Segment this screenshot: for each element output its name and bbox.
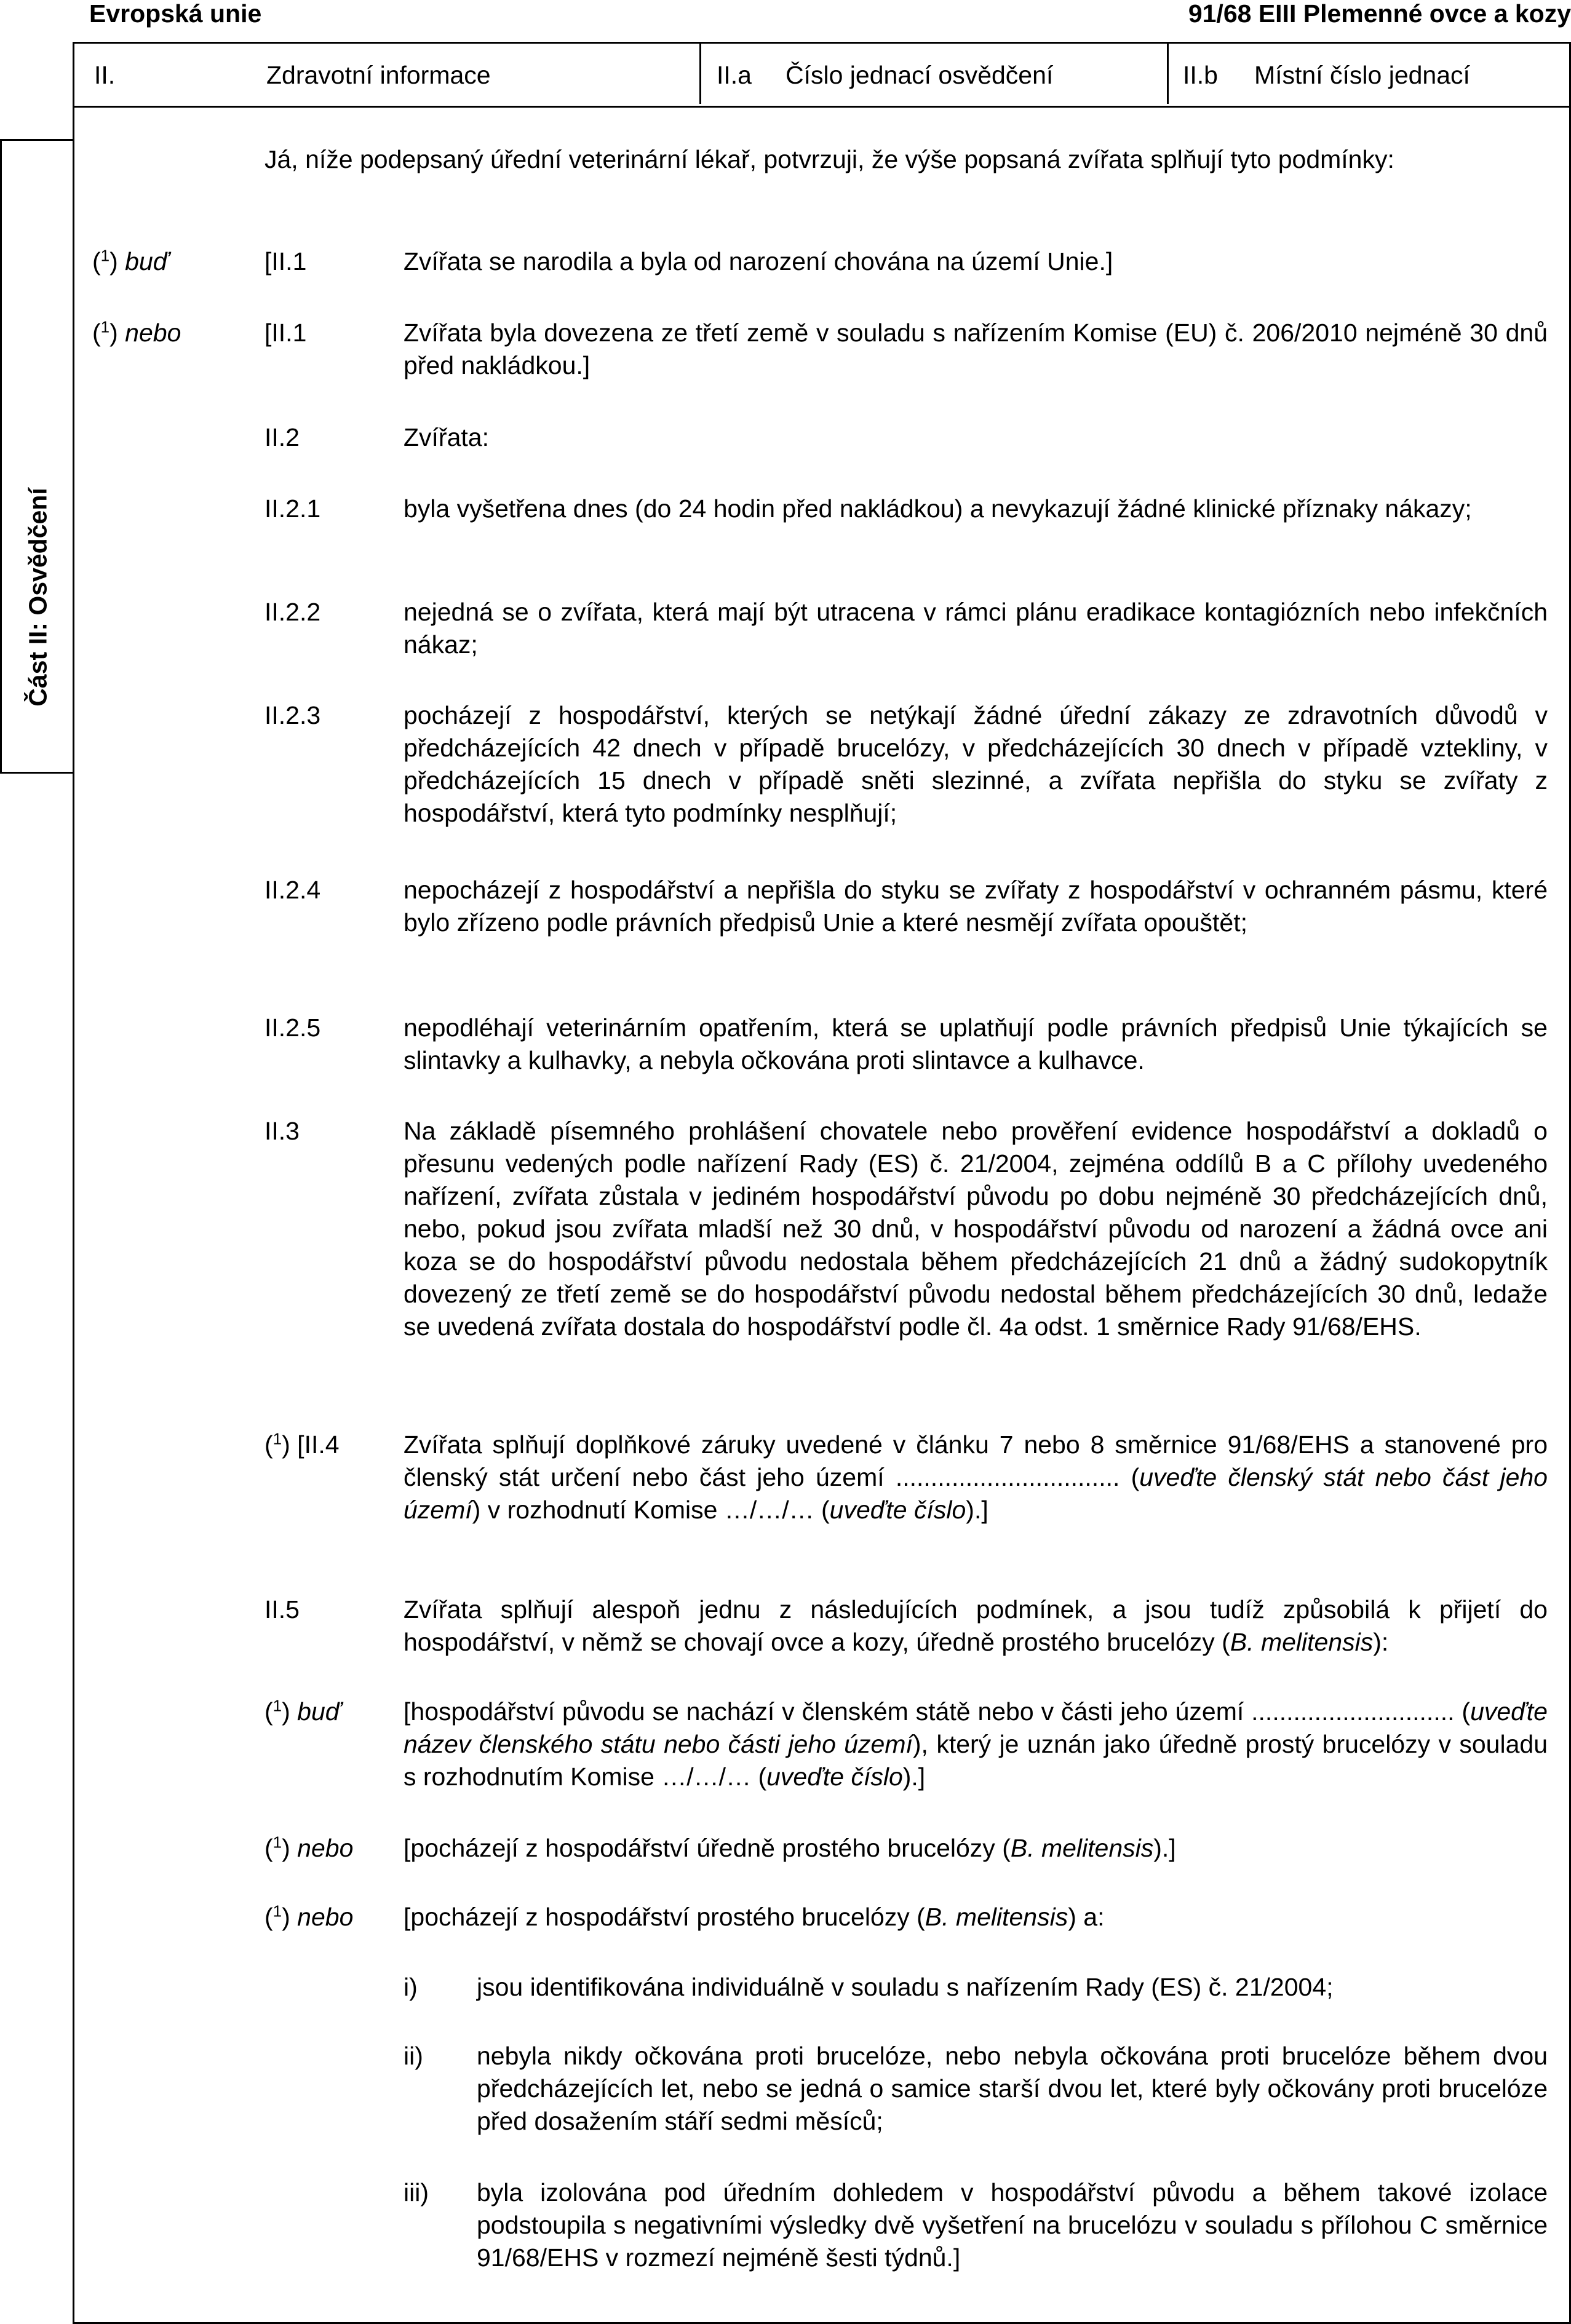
option-label: nebo (297, 1903, 354, 1931)
clause-code: [II.1 (264, 247, 307, 276)
clause-text: pocházejí z hospodářství, kterých se netýkají žádné úřední zákazy ze zdravotních důvodů v předcházejících 42 dnech v případě brucelózy, v předcházejících 30 dnech v případě vztekliny, v předcházejících 15 dnech v případě sněti slezinné, a zvířata nepřišla do styku se zvířaty z hospodářství, která tyto podmínky nesplňují; (404, 701, 1548, 827)
ref-code-a: II.a (717, 61, 752, 89)
clause-code: II.2.2 (264, 598, 321, 626)
clause-code: II.2.1 (264, 494, 321, 523)
clause-code: ii) (404, 2042, 423, 2070)
clause-text: jsou identifikována individuálně v souladu s nařízením Rady (ES) č. 21/2004; (477, 1973, 1334, 2001)
intro-text: Já, níže podepsaný úřední veterinární lékař, potvrzuji, že výše popsaná zvířata splňují tyto podmínky: (264, 145, 1394, 173)
clause-code: [II.1 (264, 319, 307, 347)
clause-text: Zvířata byla dovezena ze třetí země v souladu s nařízením Komise (EU) č. 206/2010 nejméně 30 dnů před nakládkou.] (404, 319, 1548, 379)
clause-text: byla izolována pod úředním dohledem v hospodářství původu a během takové izolace podstoupila s negativními výsledky dvě vyšetření na brucelózu v souladu s přílohou C směrnice 91/68/EHS v rozmezí nejméně šesti týdnů.] (477, 2178, 1548, 2272)
info-header-row (74, 44, 1569, 108)
header-right: 91/68 EIII Plemenné ovce a kozy (1188, 0, 1571, 28)
option-label: buď (125, 247, 169, 276)
clause-text: nebyla nikdy očkována proti brucelóze, nebo nebyla očkována proti brucelóze během dvou předcházejících let, nebo se jedná o samice starší dvou let, které byly očkovány proti brucelóze před dosažením stáří sedmi měsíců; (477, 2042, 1548, 2135)
divider (699, 44, 701, 104)
footnote-ref: 1 (272, 1696, 282, 1715)
clause-text: byla vyšetřena dnes (do 24 hodin před nakládkou) a nevykazují žádné klinické příznaky nákazy; (404, 494, 1472, 523)
clause-code: [II.4 (297, 1430, 340, 1459)
clause-code: II.3 (264, 1117, 300, 1145)
clause-code: i) (404, 1973, 418, 2001)
footnote-ref: 1 (100, 246, 110, 265)
clause-text: Zvířata splňují doplňkové záruky uvedené v článku 7 nebo 8 směrnice 91/68/EHS a stanovené pro členský stát určení nebo část jeho území ................................ (uveďte členský stát nebo část jeho území) v rozhodnutí Komise …/…/… (uveďte číslo).] (404, 1430, 1548, 1524)
clause-code: iii) (404, 2178, 429, 2207)
option-label: nebo (297, 1834, 354, 1862)
clause-code: II.2 (264, 423, 300, 451)
clause-code: II.5 (264, 1595, 300, 1624)
side-label: Část II: Osvědčení (23, 488, 52, 707)
clause-text: nejedná se o zvířata, která mají být utracena v rámci plánu eradikace kontagiózních nebo infekčních nákaz; (404, 598, 1548, 659)
footnote-ref: 1 (272, 1902, 282, 1921)
clause-text: Na základě písemného prohlášení chovatele nebo prověření evidence hospodářství a dokladů o přesunu vedených podle nařízení Rady (ES) č. 21/2004, zejména oddílů B a C přílohy uvedeného nařízení, zvířata zůstala v jediném hospodářství původu po dobu nejméně 30 předcházejících dnů, nebo, pokud jsou zvířata mladší než 30 dnů, v hospodářství původu od narození a žádná ovce ani koza se do hospodářství původu nedostala během předcházejících 21 dnů a žádný sudokopytník dovezený ze třetí země se do hospodářství původu nedostal během předcházejících 30 dnů, ledaže se uvedená zvířata dostala do hospodářství podle čl. 4a odst. 1 směrnice Rady 91/68/EHS. (404, 1117, 1548, 1341)
ref-label-a: Číslo jednací osvědčení (786, 61, 1054, 89)
header-left: Evropská unie (89, 0, 262, 28)
clause-text: [hospodářství původu se nachází v členském státě nebo v části jeho území ............................. (uveďte název členského státu nebo části jeho území), který je uznán jako úředně prostý brucelózy v souladu s rozhodnutím Komise …/…/… (uveďte číslo).] (404, 1697, 1548, 1791)
clause-code: II.2.3 (264, 701, 321, 729)
clause-text: nepocházejí z hospodářství a nepřišla do styku se zvířaty z hospodářství v ochranném pásmu, které bylo zřízeno podle právních předpisů Unie a které nesmějí zvířata opouštět; (404, 876, 1548, 937)
option-label: buď (297, 1697, 341, 1726)
clause-text: nepodléhají veterinárním opatřením, která se uplatňují podle právních předpisů Unie týkajících se slintavky a kulhavky, a nebyla očkována proti slintavce a kulhavce. (404, 1013, 1548, 1074)
clause-text: Zvířata: (404, 423, 489, 451)
ref-label-b: Místní číslo jednací (1254, 61, 1470, 89)
footnote-ref: 1 (272, 1833, 282, 1852)
option-label: nebo (125, 319, 181, 347)
clause-text: [pocházejí z hospodářství úředně prostého brucelózy (B. melitensis).] (404, 1834, 1176, 1862)
clause-text: Zvířata splňují alespoň jednu z následujících podmínek, a jsou tudíž způsobilá k přijetí do hospodářství, v němž se chovají ovce a kozy, úředně prostého brucelózy (B. melitensis): (404, 1595, 1548, 1656)
clause-code: II.2.5 (264, 1013, 321, 1042)
clause-text: [pocházejí z hospodářství prostého brucelózy (B. melitensis) a: (404, 1903, 1105, 1931)
side-panel (0, 139, 73, 774)
section-title: Zdravotní informace (266, 61, 491, 89)
divider (1167, 44, 1169, 104)
clause-text: Zvířata se narodila a byla od narození chována na území Unie.] (404, 247, 1113, 276)
clause-code: II.2.4 (264, 876, 321, 904)
footnote-ref: 1 (100, 317, 110, 336)
footnote-ref: 1 (272, 1429, 282, 1448)
ref-code-b: II.b (1183, 61, 1218, 89)
section-number: II. (94, 61, 116, 89)
